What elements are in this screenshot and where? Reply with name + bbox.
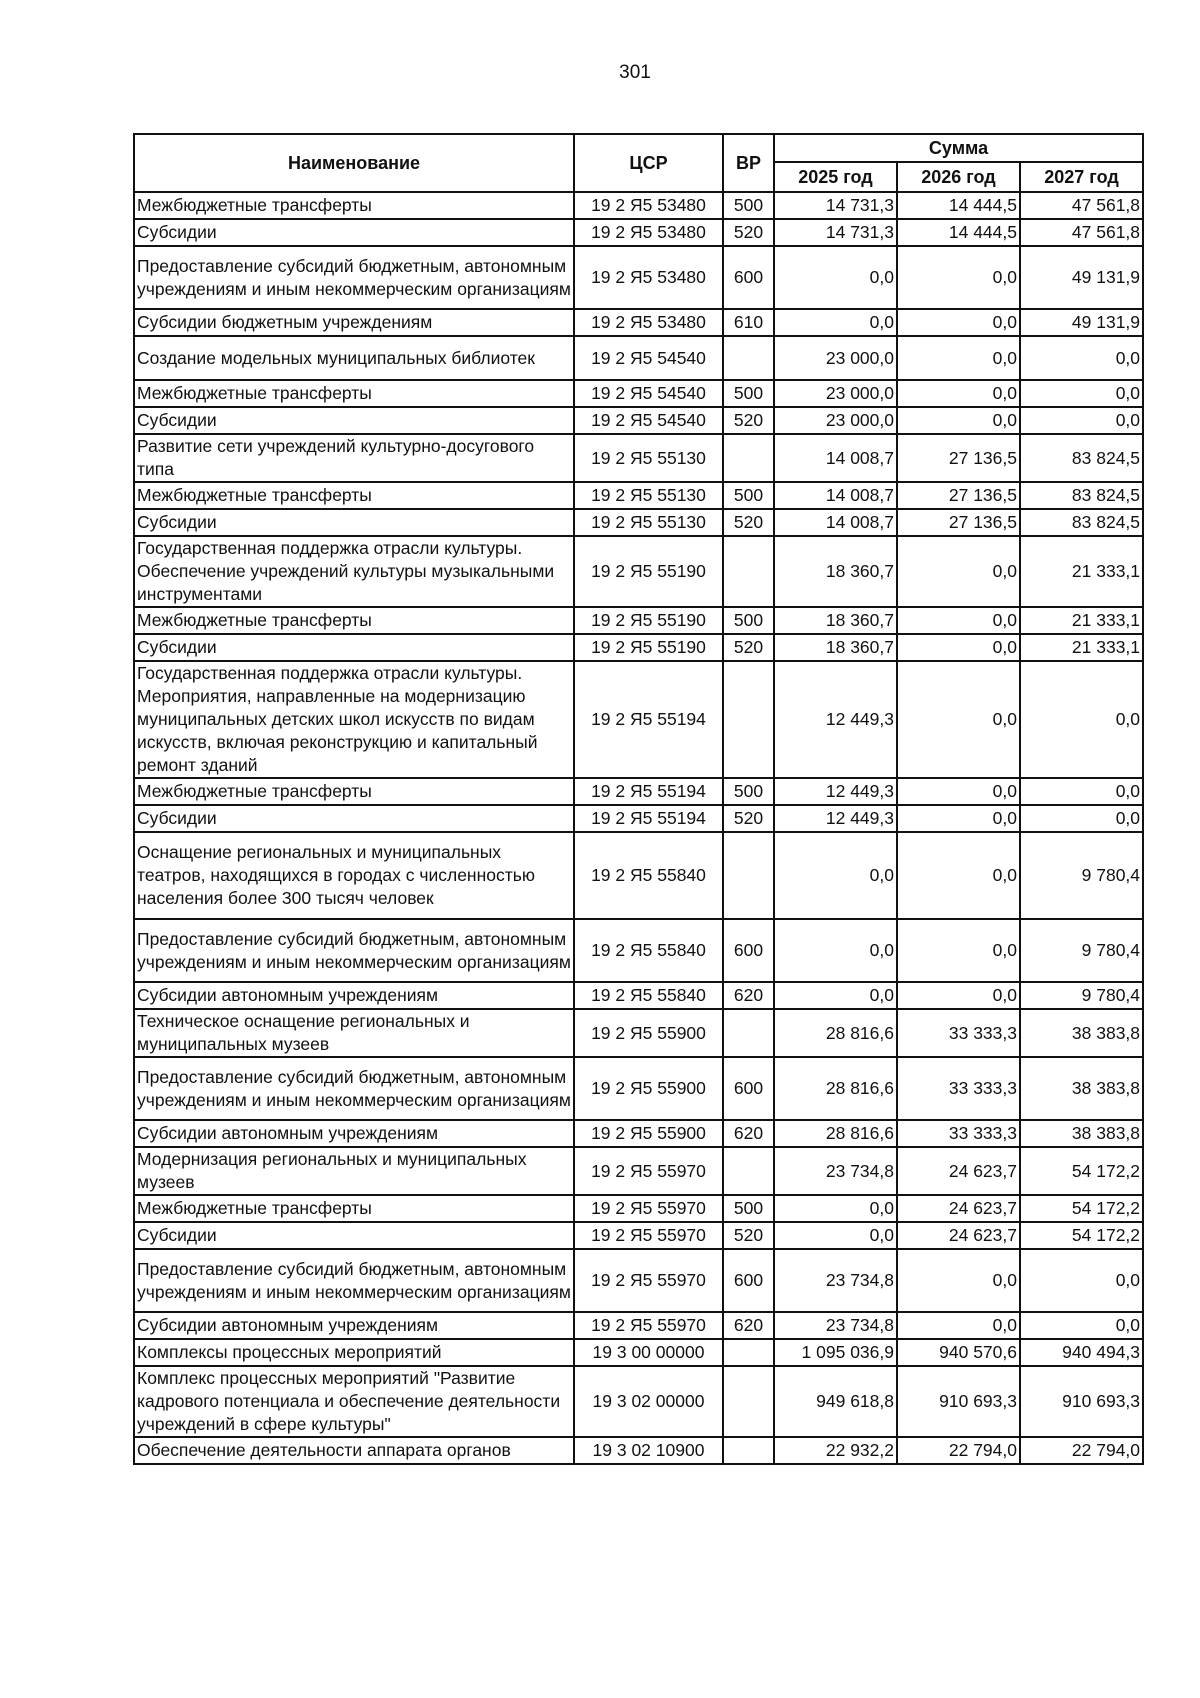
row-vr-cell: [723, 1147, 774, 1195]
row-2025-cell: 28 816,6: [774, 1120, 897, 1147]
row-2027-cell: 83 824,5: [1020, 509, 1143, 536]
row-2025-cell: 0,0: [774, 1195, 897, 1222]
row-csr-cell: 19 2 Я5 55130: [574, 509, 723, 536]
row-2026-cell: 910 693,3: [897, 1366, 1020, 1437]
table-row: [134, 192, 1143, 219]
row-csr-cell: 19 2 Я5 55900: [574, 1120, 723, 1147]
row-name-cell: Межбюджетные трансферты: [134, 778, 574, 805]
row-csr-cell: 19 2 Я5 55900: [574, 1009, 723, 1057]
row-csr-cell: 19 2 Я5 53480: [574, 246, 723, 309]
table-row: [134, 380, 1143, 407]
table-header: [134, 134, 1143, 192]
table-row: [134, 309, 1143, 336]
row-2025-cell: 23 000,0: [774, 336, 897, 380]
table-row: [134, 219, 1143, 246]
header-csr: ЦСР: [574, 134, 723, 192]
row-2027-cell: 9 780,4: [1020, 982, 1143, 1009]
row-vr-cell: 610: [723, 309, 774, 336]
row-2025-cell: 18 360,7: [774, 536, 897, 607]
row-2026-cell: 0,0: [897, 536, 1020, 607]
row-2025-cell: 12 449,3: [774, 778, 897, 805]
row-name-cell: Межбюджетные трансферты: [134, 192, 574, 219]
table-row: [134, 661, 1143, 778]
row-2026-cell: 0,0: [897, 380, 1020, 407]
row-name-cell: Межбюджетные трансферты: [134, 607, 574, 634]
row-2025-cell: 23 000,0: [774, 407, 897, 434]
row-2027-cell: 9 780,4: [1020, 919, 1143, 982]
row-2027-cell: 38 383,8: [1020, 1009, 1143, 1057]
row-2025-cell: 14 731,3: [774, 192, 897, 219]
row-2026-cell: 0,0: [897, 1249, 1020, 1312]
page-number: 301: [619, 62, 651, 83]
row-name-cell: Модернизация региональных и муниципальных музеев: [134, 1147, 574, 1195]
header-year-2027: 2027 год: [1020, 162, 1143, 192]
row-2026-cell: 14 444,5: [897, 219, 1020, 246]
row-vr-cell: 620: [723, 982, 774, 1009]
row-name-cell: Субсидии: [134, 805, 574, 832]
table-row: [134, 1312, 1143, 1339]
row-2025-cell: 0,0: [774, 832, 897, 919]
row-2025-cell: 0,0: [774, 246, 897, 309]
row-2027-cell: 940 494,3: [1020, 1339, 1143, 1366]
row-2025-cell: 14 008,7: [774, 482, 897, 509]
row-csr-cell: 19 2 Я5 55130: [574, 434, 723, 482]
header-year-2025: 2025 год: [774, 162, 897, 192]
row-2027-cell: 21 333,1: [1020, 634, 1143, 661]
table-row: [134, 778, 1143, 805]
row-vr-cell: [723, 1437, 774, 1464]
table-row: [134, 509, 1143, 536]
row-2027-cell: 0,0: [1020, 336, 1143, 380]
row-name-cell: Субсидии: [134, 634, 574, 661]
row-name-cell: Предоставление субсидий бюджетным, автономным учреждениям и иным некоммерческим организациям: [134, 1249, 574, 1312]
row-vr-cell: 500: [723, 607, 774, 634]
row-2027-cell: 0,0: [1020, 805, 1143, 832]
row-2026-cell: 0,0: [897, 1312, 1020, 1339]
row-2026-cell: 24 623,7: [897, 1195, 1020, 1222]
row-vr-cell: 600: [723, 919, 774, 982]
row-2027-cell: 54 172,2: [1020, 1147, 1143, 1195]
row-2025-cell: 22 932,2: [774, 1437, 897, 1464]
row-2026-cell: 14 444,5: [897, 192, 1020, 219]
row-2026-cell: 940 570,6: [897, 1339, 1020, 1366]
row-vr-cell: 620: [723, 1312, 774, 1339]
row-2025-cell: 23 734,8: [774, 1312, 897, 1339]
row-name-cell: Предоставление субсидий бюджетным, автономным учреждениям и иным некоммерческим организациям: [134, 1057, 574, 1120]
row-2026-cell: 27 136,5: [897, 434, 1020, 482]
table-body: [134, 192, 1143, 1464]
table-row: [134, 607, 1143, 634]
row-2025-cell: 23 000,0: [774, 380, 897, 407]
row-csr-cell: 19 2 Я5 55194: [574, 661, 723, 778]
row-csr-cell: 19 2 Я5 55840: [574, 919, 723, 982]
row-vr-cell: 620: [723, 1120, 774, 1147]
row-2025-cell: 0,0: [774, 1222, 897, 1249]
row-csr-cell: 19 2 Я5 55900: [574, 1057, 723, 1120]
row-name-cell: Субсидии: [134, 509, 574, 536]
row-2027-cell: 0,0: [1020, 778, 1143, 805]
row-2026-cell: 33 333,3: [897, 1057, 1020, 1120]
row-vr-cell: [723, 832, 774, 919]
table-row: [134, 1009, 1143, 1057]
row-2026-cell: 33 333,3: [897, 1120, 1020, 1147]
row-2025-cell: 0,0: [774, 309, 897, 336]
row-2027-cell: 0,0: [1020, 661, 1143, 778]
header-year-2026: 2026 год: [897, 162, 1020, 192]
row-2025-cell: 23 734,8: [774, 1147, 897, 1195]
row-2027-cell: 49 131,9: [1020, 246, 1143, 309]
row-2027-cell: 910 693,3: [1020, 1366, 1143, 1437]
row-csr-cell: 19 2 Я5 55194: [574, 805, 723, 832]
row-csr-cell: 19 2 Я5 55970: [574, 1195, 723, 1222]
header-name: Наименование: [134, 134, 574, 192]
row-name-cell: Субсидии автономным учреждениям: [134, 1120, 574, 1147]
table-row: [134, 1222, 1143, 1249]
row-2027-cell: 54 172,2: [1020, 1195, 1143, 1222]
row-2027-cell: 47 561,8: [1020, 219, 1143, 246]
row-2027-cell: 38 383,8: [1020, 1057, 1143, 1120]
row-vr-cell: 600: [723, 1057, 774, 1120]
table-row: [134, 634, 1143, 661]
row-csr-cell: 19 2 Я5 55970: [574, 1222, 723, 1249]
table-row: [134, 1195, 1143, 1222]
row-name-cell: Развитие сети учреждений культурно-досугового типа: [134, 434, 574, 482]
row-name-cell: Обеспечение деятельности аппарата органов: [134, 1437, 574, 1464]
row-2026-cell: 27 136,5: [897, 509, 1020, 536]
row-csr-cell: 19 2 Я5 55194: [574, 778, 723, 805]
row-2026-cell: 0,0: [897, 634, 1020, 661]
row-csr-cell: 19 2 Я5 55190: [574, 536, 723, 607]
table-row: [134, 482, 1143, 509]
row-name-cell: Техническое оснащение региональных и муниципальных музеев: [134, 1009, 574, 1057]
table-row: [134, 1339, 1143, 1366]
row-2026-cell: 24 623,7: [897, 1222, 1020, 1249]
row-name-cell: Субсидии: [134, 1222, 574, 1249]
row-2025-cell: 0,0: [774, 919, 897, 982]
row-csr-cell: 19 3 02 10900: [574, 1437, 723, 1464]
row-2026-cell: 0,0: [897, 805, 1020, 832]
row-2027-cell: 21 333,1: [1020, 607, 1143, 634]
row-vr-cell: 600: [723, 1249, 774, 1312]
row-name-cell: Предоставление субсидий бюджетным, автономным учреждениям и иным некоммерческим организациям: [134, 919, 574, 982]
table-row: [134, 246, 1143, 309]
row-2027-cell: 0,0: [1020, 1312, 1143, 1339]
row-vr-cell: 520: [723, 805, 774, 832]
row-2025-cell: 14 731,3: [774, 219, 897, 246]
row-vr-cell: [723, 336, 774, 380]
table-row: [134, 982, 1143, 1009]
row-name-cell: Межбюджетные трансферты: [134, 380, 574, 407]
table-row: [134, 336, 1143, 380]
row-2025-cell: 14 008,7: [774, 434, 897, 482]
row-2026-cell: 0,0: [897, 607, 1020, 634]
row-2027-cell: 0,0: [1020, 380, 1143, 407]
row-csr-cell: 19 2 Я5 54540: [574, 407, 723, 434]
table-row: [134, 832, 1143, 919]
row-2026-cell: 0,0: [897, 832, 1020, 919]
row-name-cell: Предоставление субсидий бюджетным, автономным учреждениям и иным некоммерческим организациям: [134, 246, 574, 309]
row-csr-cell: 19 2 Я5 55130: [574, 482, 723, 509]
row-vr-cell: 500: [723, 1195, 774, 1222]
row-name-cell: Субсидии автономным учреждениям: [134, 982, 574, 1009]
row-name-cell: Комплекс процессных мероприятий "Развитие кадрового потенциала и обеспечение деятельности учреждений в сфере культуры": [134, 1366, 574, 1437]
row-2026-cell: 0,0: [897, 982, 1020, 1009]
row-2026-cell: 0,0: [897, 778, 1020, 805]
row-2027-cell: 38 383,8: [1020, 1120, 1143, 1147]
table-row: [134, 1249, 1143, 1312]
row-2026-cell: 0,0: [897, 407, 1020, 434]
row-vr-cell: [723, 1366, 774, 1437]
row-csr-cell: 19 2 Я5 55970: [574, 1147, 723, 1195]
row-csr-cell: 19 2 Я5 53480: [574, 192, 723, 219]
row-2027-cell: 21 333,1: [1020, 536, 1143, 607]
row-2027-cell: 0,0: [1020, 1249, 1143, 1312]
row-csr-cell: 19 3 00 00000: [574, 1339, 723, 1366]
row-2025-cell: 949 618,8: [774, 1366, 897, 1437]
row-2027-cell: 9 780,4: [1020, 832, 1143, 919]
row-2025-cell: 28 816,6: [774, 1009, 897, 1057]
table-row: [134, 805, 1143, 832]
row-csr-cell: 19 2 Я5 53480: [574, 309, 723, 336]
row-name-cell: Субсидии: [134, 407, 574, 434]
row-name-cell: Межбюджетные трансферты: [134, 482, 574, 509]
row-csr-cell: 19 2 Я5 55840: [574, 982, 723, 1009]
row-vr-cell: [723, 536, 774, 607]
row-2027-cell: 22 794,0: [1020, 1437, 1143, 1464]
row-2025-cell: 18 360,7: [774, 607, 897, 634]
row-csr-cell: 19 2 Я5 55190: [574, 634, 723, 661]
row-2025-cell: 28 816,6: [774, 1057, 897, 1120]
row-name-cell: Субсидии бюджетным учреждениям: [134, 309, 574, 336]
row-vr-cell: 500: [723, 482, 774, 509]
row-2027-cell: 49 131,9: [1020, 309, 1143, 336]
row-2026-cell: 0,0: [897, 309, 1020, 336]
table-row: [134, 1057, 1143, 1120]
row-name-cell: Государственная поддержка отрасли культуры. Обеспечение учреждений культуры музыкальными инструментами: [134, 536, 574, 607]
row-vr-cell: 520: [723, 1222, 774, 1249]
row-name-cell: Межбюджетные трансферты: [134, 1195, 574, 1222]
row-2025-cell: 14 008,7: [774, 509, 897, 536]
row-csr-cell: 19 2 Я5 53480: [574, 219, 723, 246]
row-name-cell: Оснащение региональных и муниципальных театров, находящихся в городах с численностью населения более 300 тысяч человек: [134, 832, 574, 919]
row-2026-cell: 0,0: [897, 246, 1020, 309]
row-csr-cell: 19 3 02 00000: [574, 1366, 723, 1437]
row-2026-cell: 33 333,3: [897, 1009, 1020, 1057]
row-csr-cell: 19 2 Я5 55190: [574, 607, 723, 634]
row-vr-cell: 600: [723, 246, 774, 309]
row-2025-cell: 12 449,3: [774, 805, 897, 832]
row-2026-cell: 24 623,7: [897, 1147, 1020, 1195]
row-vr-cell: 520: [723, 407, 774, 434]
row-vr-cell: 500: [723, 778, 774, 805]
row-2025-cell: 0,0: [774, 982, 897, 1009]
row-2026-cell: 0,0: [897, 336, 1020, 380]
row-name-cell: Создание модельных муниципальных библиотек: [134, 336, 574, 380]
row-csr-cell: 19 2 Я5 55970: [574, 1312, 723, 1339]
row-2027-cell: 83 824,5: [1020, 482, 1143, 509]
table-row: [134, 919, 1143, 982]
row-csr-cell: 19 2 Я5 55970: [574, 1249, 723, 1312]
row-name-cell: Субсидии автономным учреждениям: [134, 1312, 574, 1339]
row-vr-cell: [723, 661, 774, 778]
row-2027-cell: 83 824,5: [1020, 434, 1143, 482]
row-2026-cell: 22 794,0: [897, 1437, 1020, 1464]
row-vr-cell: [723, 434, 774, 482]
row-csr-cell: 19 2 Я5 55840: [574, 832, 723, 919]
row-vr-cell: 520: [723, 509, 774, 536]
row-csr-cell: 19 2 Я5 54540: [574, 336, 723, 380]
table-row: [134, 407, 1143, 434]
row-2026-cell: 0,0: [897, 919, 1020, 982]
row-2025-cell: 18 360,7: [774, 634, 897, 661]
row-2025-cell: 12 449,3: [774, 661, 897, 778]
table-row: [134, 1147, 1143, 1195]
row-vr-cell: 500: [723, 192, 774, 219]
table-row: [134, 1437, 1143, 1464]
row-vr-cell: 500: [723, 380, 774, 407]
row-name-cell: Комплексы процессных мероприятий: [134, 1339, 574, 1366]
table-row: [134, 1366, 1143, 1437]
row-csr-cell: 19 2 Я5 54540: [574, 380, 723, 407]
row-2027-cell: 54 172,2: [1020, 1222, 1143, 1249]
header-vr: ВР: [723, 134, 774, 192]
row-2027-cell: 47 561,8: [1020, 192, 1143, 219]
row-vr-cell: [723, 1009, 774, 1057]
row-2025-cell: 1 095 036,9: [774, 1339, 897, 1366]
row-2025-cell: 23 734,8: [774, 1249, 897, 1312]
row-2027-cell: 0,0: [1020, 407, 1143, 434]
row-2026-cell: 27 136,5: [897, 482, 1020, 509]
table-row: [134, 536, 1143, 607]
row-2026-cell: 0,0: [897, 661, 1020, 778]
row-vr-cell: [723, 1339, 774, 1366]
row-name-cell: Субсидии: [134, 219, 574, 246]
row-vr-cell: 520: [723, 219, 774, 246]
table-row: [134, 1120, 1143, 1147]
row-name-cell: Государственная поддержка отрасли культуры. Мероприятия, направленные на модернизацию муниципальных детских школ искусств по видам искусств, включая реконструкцию и капитальный ремонт зданий: [134, 661, 574, 778]
row-vr-cell: 520: [723, 634, 774, 661]
header-sum: Сумма: [774, 134, 1143, 162]
table-row: [134, 434, 1143, 482]
budget-table: [133, 133, 1144, 1465]
